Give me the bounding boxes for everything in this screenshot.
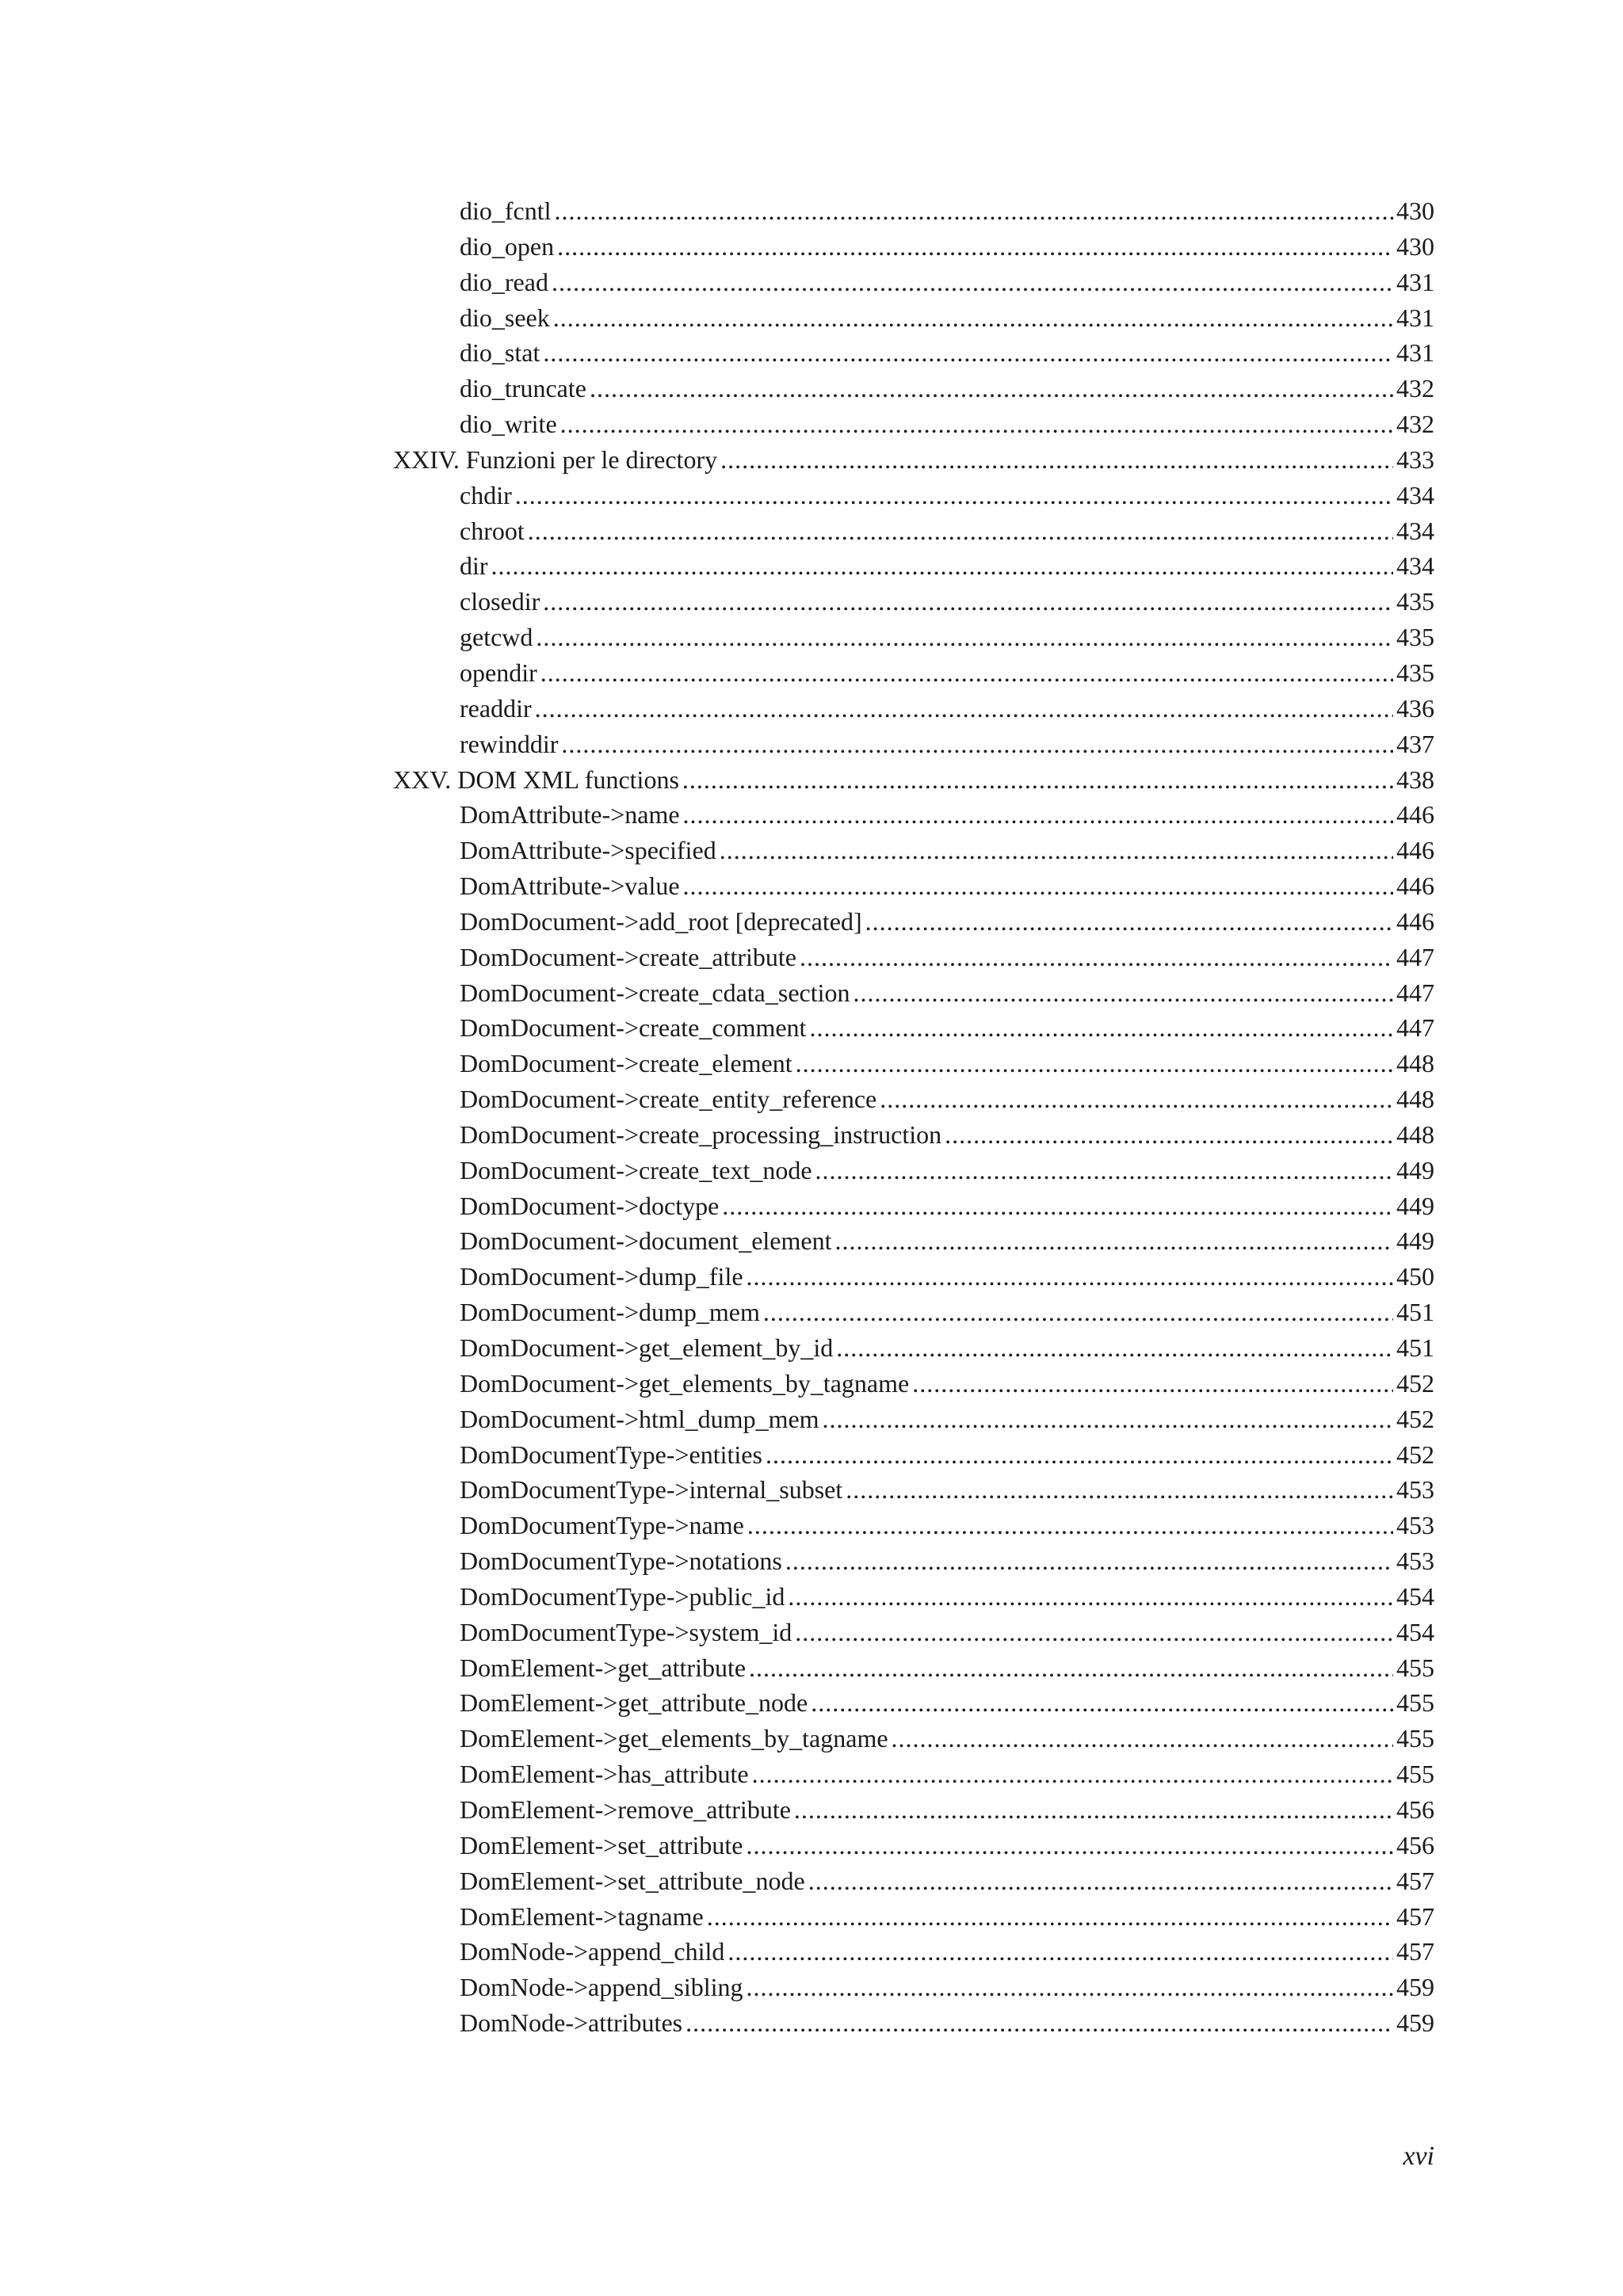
toc-entry-page: 446	[1396, 836, 1434, 865]
toc-chapter-entry[interactable]	[0, 762, 1623, 798]
toc-entry-page: 454	[1396, 1581, 1434, 1611]
toc-entry-page: 456	[1396, 1830, 1434, 1859]
toc-entry[interactable]	[0, 655, 1623, 691]
dot-leader	[560, 406, 1393, 442]
toc-entry-label: dio_write	[460, 410, 557, 439]
toc-entry[interactable]	[0, 1756, 1623, 1792]
toc-entry[interactable]	[0, 1295, 1623, 1330]
toc-entry-label: XXIV. Funzioni per le directory	[393, 444, 718, 474]
toc-entry[interactable]	[0, 1543, 1623, 1579]
toc-entry[interactable]	[0, 1223, 1623, 1259]
toc-entry[interactable]	[0, 1366, 1623, 1402]
dot-leader	[809, 1010, 1393, 1046]
toc-entry-page: 452	[1396, 1404, 1434, 1433]
toc-entry-label: DomElement->get_elements_by_tagname	[460, 1724, 888, 1753]
toc-entry[interactable]	[0, 300, 1623, 336]
toc-entry-label: DomDocument->html_dump_mem	[460, 1404, 819, 1433]
dot-leader	[763, 1295, 1393, 1330]
dot-leader	[836, 1330, 1393, 1366]
toc-entry[interactable]	[0, 1721, 1623, 1756]
toc-entry-label: DomDocumentType->entities	[460, 1440, 762, 1469]
toc-chapter-entry[interactable]	[0, 442, 1623, 478]
toc-entry-page: 446	[1396, 800, 1434, 830]
toc-entry-label: DomDocument->create_entity_reference	[460, 1085, 877, 1114]
toc-entry-label: closedir	[460, 587, 540, 616]
toc-entry-page: 446	[1396, 906, 1434, 936]
toc-entry-label: dio_stat	[460, 338, 540, 368]
toc-entry-label: DomAttribute->value	[460, 871, 680, 901]
toc-entry-label: dio_open	[460, 231, 555, 261]
dot-leader	[722, 1188, 1393, 1224]
dot-leader	[854, 975, 1394, 1011]
toc-entry-label: DomDocument->doctype	[460, 1191, 720, 1220]
toc-entry-label: DomDocumentType->system_id	[460, 1617, 792, 1646]
toc-entry[interactable]	[0, 1402, 1623, 1437]
toc-entry-label: DomElement->has_attribute	[460, 1760, 749, 1789]
toc-entry-label: readdir	[460, 693, 532, 723]
toc-entry[interactable]	[0, 1828, 1623, 1863]
dot-leader	[749, 1650, 1393, 1686]
dot-leader	[880, 1081, 1393, 1117]
toc-entry-page: 455	[1396, 1724, 1434, 1753]
toc-entry[interactable]	[0, 940, 1623, 975]
toc-entry-page: 446	[1396, 871, 1434, 901]
toc-entry-label: rewinddir	[460, 729, 559, 758]
toc-entry-page: 452	[1396, 1368, 1434, 1398]
toc-entry-label: DomAttribute->name	[460, 800, 680, 830]
toc-entry-page: 432	[1396, 410, 1434, 439]
toc-entry-label: DomElement->get_attribute	[460, 1653, 747, 1682]
toc-entry-page: 455	[1396, 1653, 1434, 1682]
toc-entry-label: DomDocument->create_text_node	[460, 1155, 812, 1184]
dot-leader	[528, 513, 1393, 549]
toc-entry-page: 455	[1396, 1760, 1434, 1789]
toc-entry-page: 457	[1396, 1901, 1434, 1931]
toc-entry[interactable]	[0, 1863, 1623, 1899]
toc-entry-page: 456	[1396, 1794, 1434, 1824]
toc-entry-page: 447	[1396, 942, 1434, 971]
toc-entry-label: XXV. DOM XML functions	[393, 765, 679, 794]
toc-entry-label: DomDocument->document_element	[460, 1226, 832, 1256]
toc-entry-label: chroot	[460, 516, 525, 545]
dot-leader	[834, 1223, 1393, 1259]
dot-leader	[707, 1899, 1393, 1935]
dot-leader	[553, 300, 1393, 336]
toc-entry-label: DomDocument->dump_file	[460, 1262, 743, 1291]
toc-entry-label: dio_truncate	[460, 374, 586, 403]
toc-entry-label: dio_seek	[460, 303, 550, 332]
toc-entry-page: 430	[1396, 196, 1434, 225]
toc-entry[interactable]	[0, 691, 1623, 727]
dot-leader	[865, 904, 1393, 940]
toc-entry[interactable]	[0, 1081, 1623, 1117]
dot-leader	[535, 691, 1393, 727]
dot-leader	[747, 1970, 1393, 2005]
toc-entry[interactable]	[0, 1792, 1623, 1828]
toc-entry-label: DomAttribute->specified	[460, 836, 716, 865]
toc-entry[interactable]	[0, 1259, 1623, 1295]
toc-entry[interactable]	[0, 1330, 1623, 1366]
toc-entry-label: DomElement->set_attribute	[460, 1830, 743, 1859]
toc-entry-label: dir	[460, 551, 488, 581]
dot-leader	[540, 655, 1393, 691]
toc-entry-label: chdir	[460, 480, 512, 509]
dot-leader	[795, 1615, 1393, 1650]
dot-leader	[561, 727, 1393, 762]
toc-entry-page: 449	[1396, 1155, 1434, 1184]
dot-leader	[685, 2005, 1393, 2041]
toc-entry[interactable]	[0, 1472, 1623, 1508]
toc-entry[interactable]	[0, 1153, 1623, 1188]
dot-leader	[727, 1934, 1393, 1970]
toc-entry[interactable]	[0, 727, 1623, 762]
dot-leader	[720, 442, 1393, 478]
dot-leader	[747, 1508, 1393, 1543]
dot-leader	[823, 1402, 1393, 1437]
toc-entry-page: 451	[1396, 1298, 1434, 1327]
toc-entry-page: 449	[1396, 1226, 1434, 1256]
toc-entry-label: DomNode->append_sibling	[460, 1973, 743, 2002]
dot-leader	[811, 1685, 1393, 1721]
toc-entry[interactable]	[0, 1437, 1623, 1473]
toc-entry[interactable]	[0, 868, 1623, 904]
toc-entry-label: DomDocument->get_elements_by_tagname	[460, 1368, 910, 1398]
toc-entry[interactable]	[0, 1046, 1623, 1081]
toc-entry-page: 435	[1396, 658, 1434, 687]
table-of-contents	[0, 193, 1623, 2041]
toc-entry-page: 450	[1396, 1262, 1434, 1291]
toc-entry-label: DomDocumentType->name	[460, 1511, 744, 1540]
toc-entry-label: DomDocumentType->public_id	[460, 1581, 785, 1611]
toc-entry-page: 436	[1396, 693, 1434, 723]
dot-leader	[794, 1792, 1393, 1828]
dot-leader	[788, 1579, 1393, 1615]
dot-leader	[683, 868, 1393, 904]
dot-leader	[815, 1153, 1393, 1188]
toc-entry[interactable]	[0, 797, 1623, 833]
toc-entry[interactable]	[0, 2005, 1623, 2041]
toc-entry-page: 435	[1396, 623, 1434, 652]
toc-entry-page: 431	[1396, 267, 1434, 296]
toc-entry[interactable]	[0, 904, 1623, 940]
dot-leader	[747, 1259, 1393, 1295]
toc-entry-page: 457	[1396, 1937, 1434, 1966]
toc-entry-page: 459	[1396, 2008, 1434, 2038]
toc-entry-page: 457	[1396, 1866, 1434, 1895]
dot-leader	[800, 940, 1393, 975]
toc-entry[interactable]	[0, 975, 1623, 1011]
toc-entry-label: DomDocument->get_element_by_id	[460, 1333, 834, 1362]
toc-entry-page: 438	[1396, 765, 1434, 794]
toc-entry[interactable]	[0, 229, 1623, 265]
toc-entry-page: 453	[1396, 1511, 1434, 1540]
dot-leader	[752, 1756, 1393, 1792]
toc-entry-label: DomElement->get_attribute_node	[460, 1688, 808, 1718]
dot-leader	[515, 478, 1393, 513]
toc-entry[interactable]	[0, 584, 1623, 620]
toc-entry[interactable]	[0, 1117, 1623, 1153]
toc-entry-label: getcwd	[460, 623, 533, 652]
toc-entry[interactable]	[0, 478, 1623, 513]
toc-entry[interactable]	[0, 513, 1623, 549]
dot-leader	[747, 1828, 1394, 1863]
dot-leader	[808, 1863, 1393, 1899]
toc-entry[interactable]	[0, 1650, 1623, 1686]
toc-entry[interactable]	[0, 1579, 1623, 1615]
toc-entry-page: 434	[1396, 480, 1434, 509]
toc-entry-page: 447	[1396, 978, 1434, 1007]
dot-leader	[590, 371, 1393, 406]
toc-entry-page: 447	[1396, 1013, 1434, 1043]
toc-entry-page: 453	[1396, 1547, 1434, 1576]
toc-entry-label: DomElement->set_attribute_node	[460, 1866, 805, 1895]
toc-entry-label: DomElement->tagname	[460, 1901, 704, 1931]
dot-leader	[892, 1721, 1393, 1756]
dot-leader	[555, 193, 1393, 229]
toc-entry-label: DomDocument->create_element	[460, 1049, 792, 1078]
toc-entry-label: DomDocument->create_comment	[460, 1013, 807, 1043]
toc-entry-page: 435	[1396, 587, 1434, 616]
dot-leader	[682, 762, 1393, 798]
toc-entry[interactable]	[0, 620, 1623, 655]
toc-entry[interactable]	[0, 1010, 1623, 1046]
toc-entry-page: 433	[1396, 444, 1434, 474]
toc-entry-label: dio_fcntl	[460, 196, 552, 225]
toc-entry-page: 448	[1396, 1085, 1434, 1114]
toc-entry-label: DomDocumentType->internal_subset	[460, 1475, 843, 1505]
toc-entry-label: DomDocument->create_processing_instruction	[460, 1119, 942, 1149]
toc-entry[interactable]	[0, 1615, 1623, 1650]
toc-entry-label: DomDocument->create_attribute	[460, 942, 796, 971]
toc-entry-label: DomDocument->create_cdata_section	[460, 978, 850, 1007]
dot-leader	[766, 1437, 1393, 1473]
toc-entry-page: 448	[1396, 1119, 1434, 1149]
dot-leader	[945, 1117, 1393, 1153]
toc-entry-page: 432	[1396, 374, 1434, 403]
dot-leader	[720, 833, 1393, 868]
dot-leader	[557, 229, 1393, 265]
toc-entry-page: 448	[1396, 1049, 1434, 1078]
toc-entry-label: dio_read	[460, 267, 548, 296]
dot-leader	[543, 584, 1393, 620]
toc-entry-label: DomNode->attributes	[460, 2008, 683, 2038]
dot-leader	[491, 548, 1393, 584]
page-number: xvi	[1403, 2142, 1434, 2171]
toc-entry[interactable]	[0, 371, 1623, 406]
dot-leader	[543, 335, 1393, 371]
toc-entry[interactable]	[0, 833, 1623, 868]
toc-entry[interactable]	[0, 1934, 1623, 1970]
toc-entry-label: DomElement->remove_attribute	[460, 1794, 791, 1824]
toc-entry-page: 437	[1396, 729, 1434, 758]
toc-entry-page: 459	[1396, 1973, 1434, 2002]
dot-leader	[683, 797, 1393, 833]
toc-entry[interactable]	[0, 1970, 1623, 2005]
toc-entry[interactable]	[0, 1508, 1623, 1543]
toc-entry-label: DomDocumentType->notations	[460, 1547, 782, 1576]
dot-leader	[552, 265, 1393, 300]
toc-entry-label: DomNode->append_child	[460, 1937, 725, 1966]
toc-entry-page: 451	[1396, 1333, 1434, 1362]
toc-entry[interactable]	[0, 265, 1623, 300]
toc-entry[interactable]	[0, 406, 1623, 442]
toc-entry-page: 434	[1396, 516, 1434, 545]
toc-entry-page: 431	[1396, 338, 1434, 368]
toc-entry-page: 434	[1396, 551, 1434, 581]
toc-entry[interactable]	[0, 335, 1623, 371]
toc-entry-page: 430	[1396, 231, 1434, 261]
toc-entry-page: 454	[1396, 1617, 1434, 1646]
toc-entry-page: 452	[1396, 1440, 1434, 1469]
toc-entry-label: opendir	[460, 658, 537, 687]
dot-leader	[536, 620, 1393, 655]
toc-entry[interactable]	[0, 548, 1623, 584]
toc-entry-label: DomDocument->add_root [deprecated]	[460, 906, 862, 936]
dot-leader	[785, 1543, 1393, 1579]
toc-entry[interactable]	[0, 193, 1623, 229]
toc-entry[interactable]	[0, 1188, 1623, 1224]
dot-leader	[796, 1046, 1393, 1081]
toc-entry-page: 449	[1396, 1191, 1434, 1220]
toc-entry-page: 455	[1396, 1688, 1434, 1718]
toc-entry[interactable]	[0, 1899, 1623, 1935]
dot-leader	[912, 1366, 1393, 1402]
toc-entry-page: 431	[1396, 303, 1434, 332]
toc-entry[interactable]	[0, 1685, 1623, 1721]
toc-entry-page: 453	[1396, 1475, 1434, 1505]
toc-entry-label: DomDocument->dump_mem	[460, 1298, 760, 1327]
dot-leader	[846, 1472, 1393, 1508]
